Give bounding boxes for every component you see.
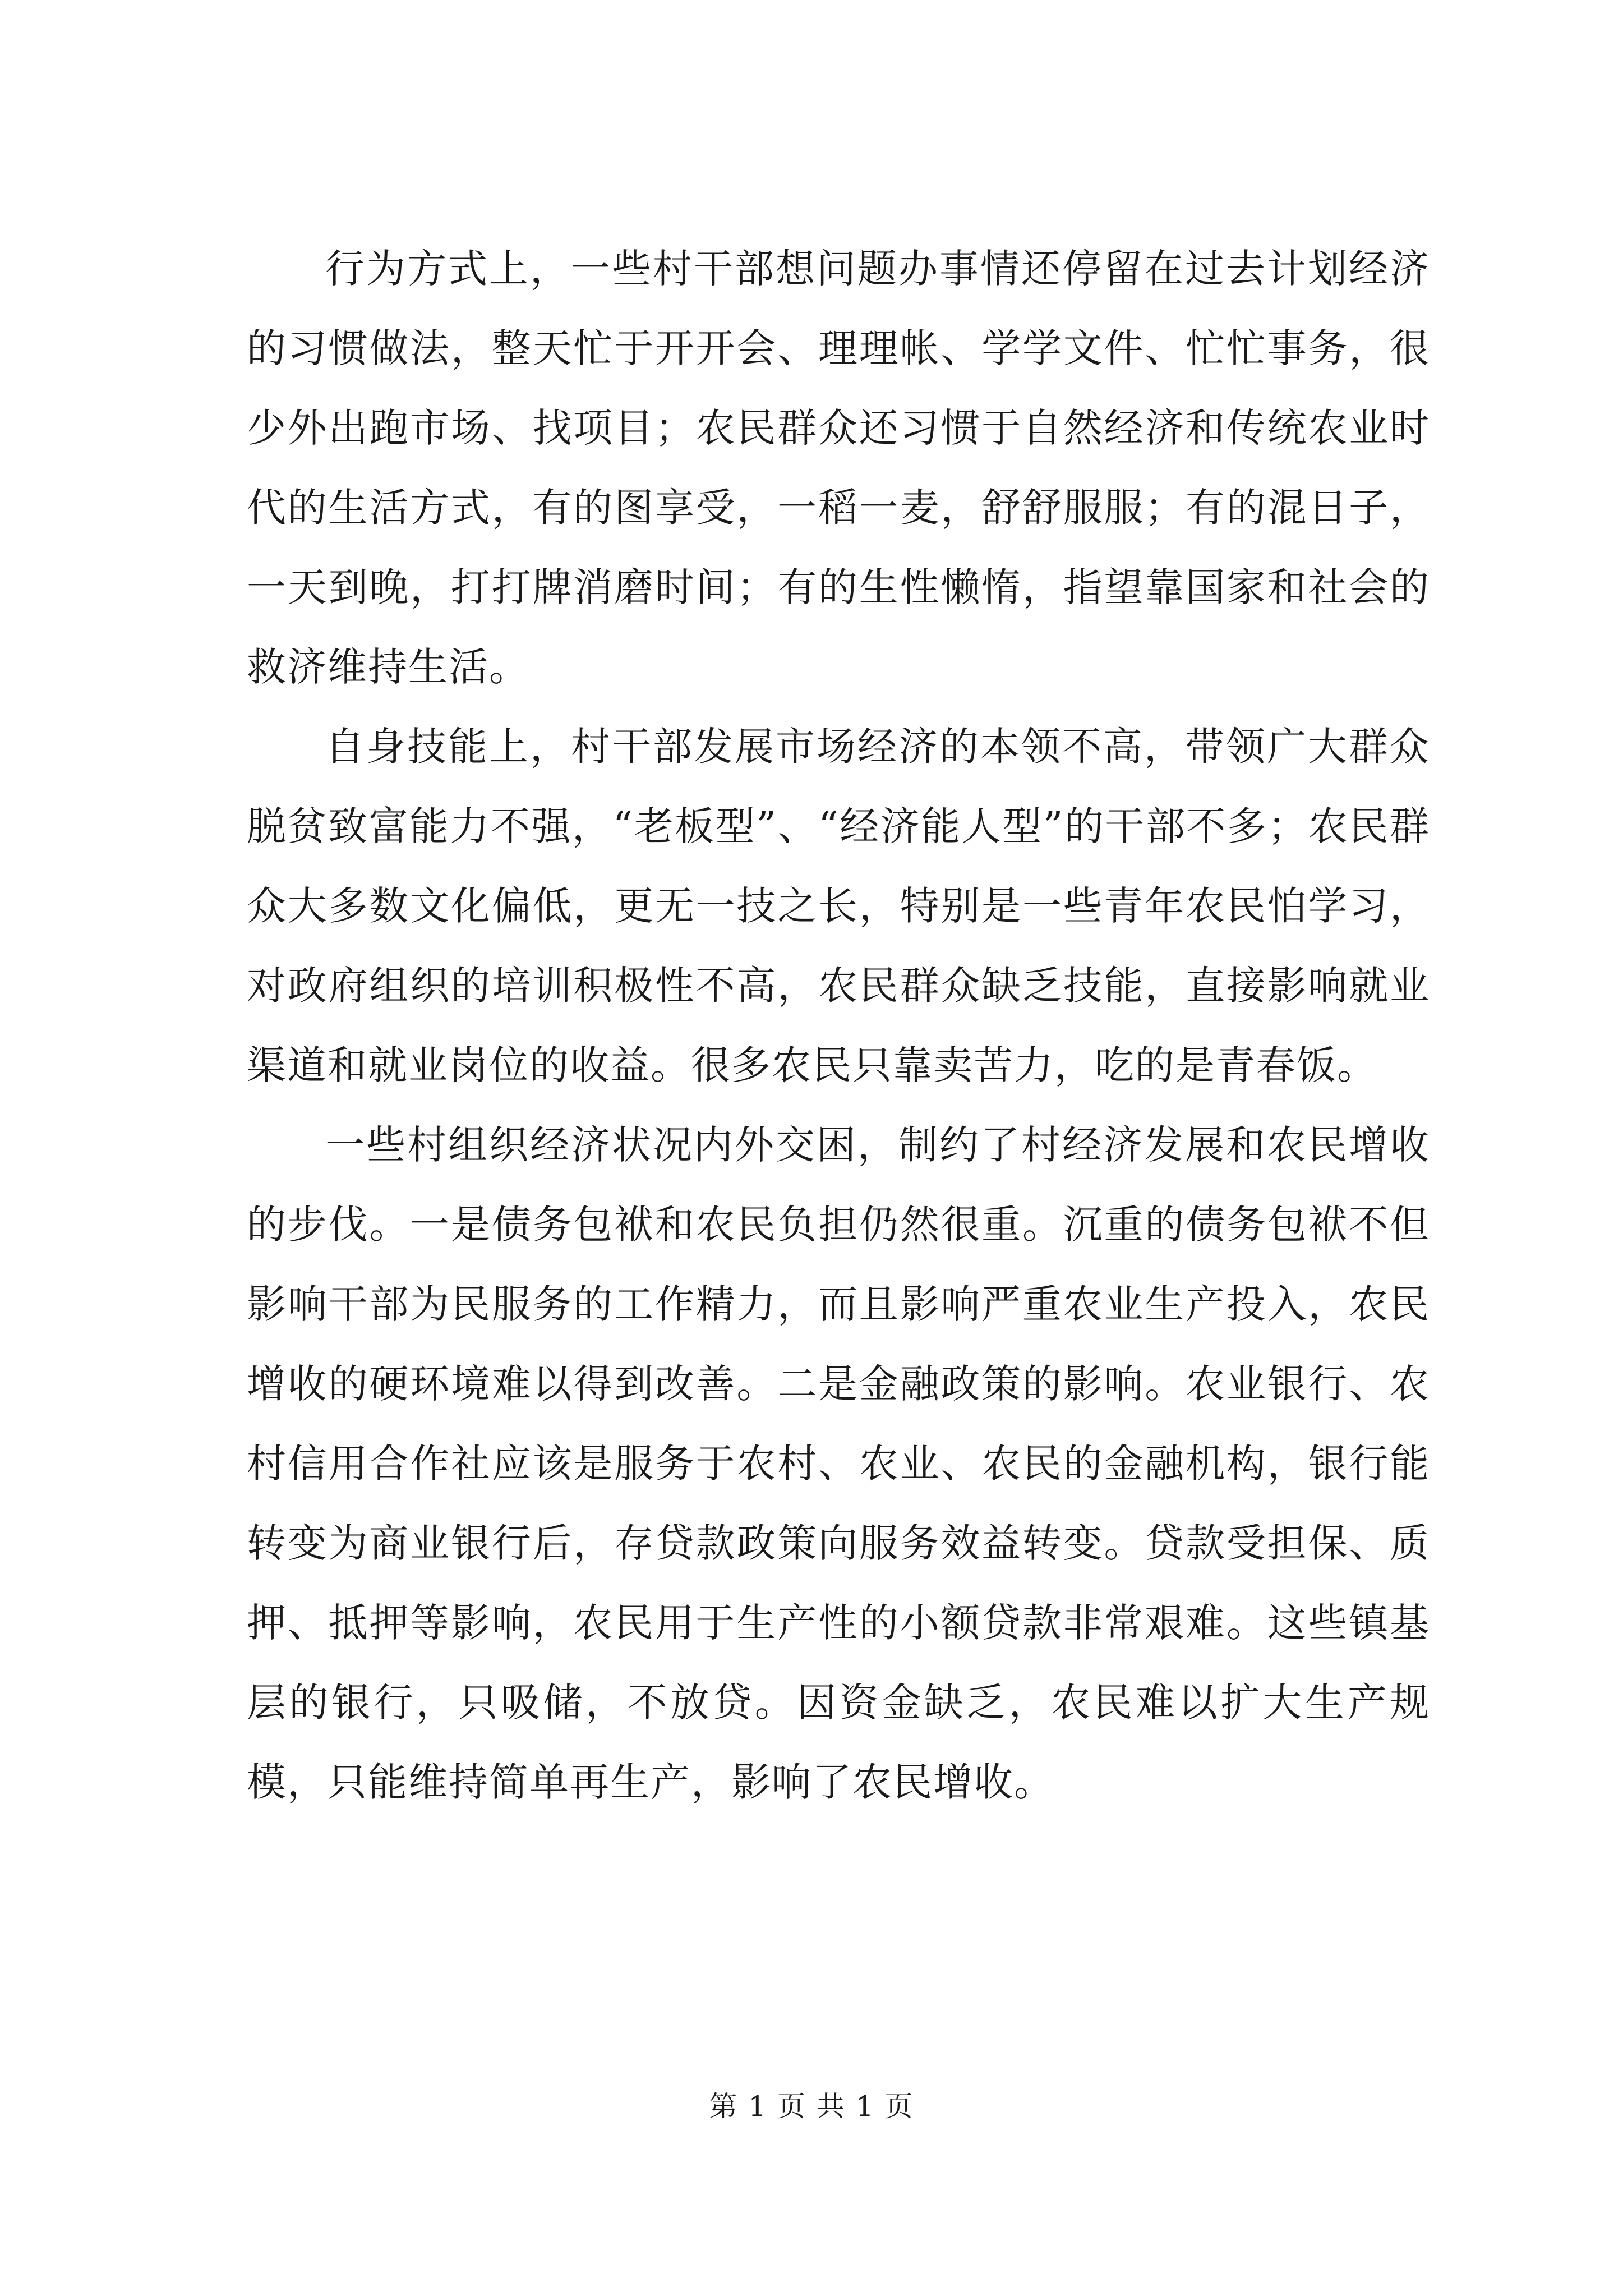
paragraph-skills: 自身技能上，村干部发展市场经济的本领不高，带领广大群众脱贫致富能力不强，“老板型”、“经济能人型”的干部不多；农民群众大多数文化偏低，更无一技之长，特别是一些青年农民怕学习，对政府组织的培训积极性不高，农民群众缺乏技能，直接影响就业渠道和就业岗位的收益。很多农民只靠卖苦力，吃的是青春饭。 [247,724,1430,1088]
page-footer: 第 1 页 共 1 页 [709,2090,914,2123]
document-body [247,229,1430,1822]
paragraph-behavior: 行为方式上，一些村干部想问题办事情还停留在过去计划经济的习惯做法，整天忙于开开会、理理帐、学学文件、忙忙事务，很少外出跑市场、找项目；农民群众还习惯于自然经济和传统农业时代的生活方式，有的图享受，一稻一麦，舒舒服服；有的混日子，一天到晚，打打牌消磨时间；有的生性懒惰，指望靠国家和社会的救济维持生活。 [247,246,1430,690]
paragraph-economy: 一些村组织经济状况内外交困，制约了村经济发展和农民增收的步伐。一是债务包袱和农民负担仍然很重。沉重的债务包袱不但影响干部为民服务的工作精力，而且影响严重农业生产投入，农民增收的硬环境难以得到改善。二是金融政策的影响。农业银行、农村信用合作社应该是服务于农村、农业、农民的金融机构，银行能转变为商业银行后，存贷款政策向服务效益转变。贷款受担保、质押、抵押等影响，农民用于生产性的小额贷款非常艰难。这些镇基层的银行，只吸储，不放贷。因资金缺乏，农民难以扩大生产规模，只能维持简单再生产，影响了农民增收。 [247,1122,1430,1805]
